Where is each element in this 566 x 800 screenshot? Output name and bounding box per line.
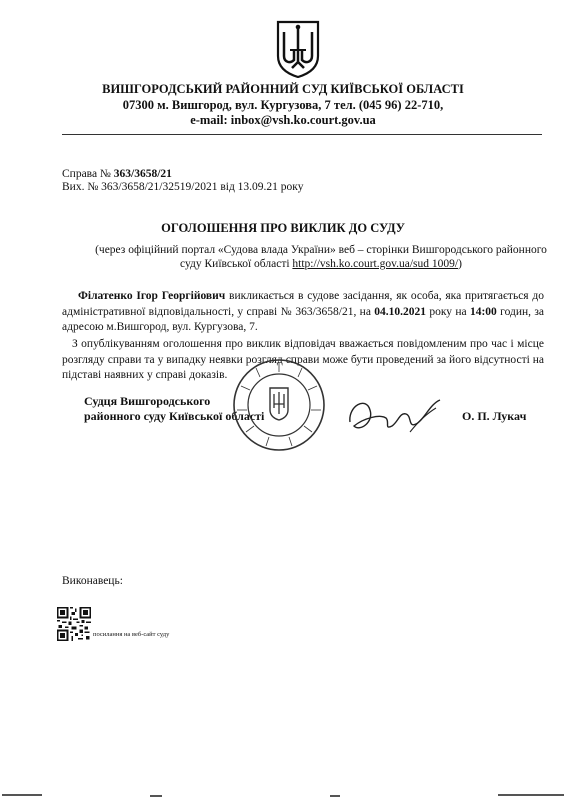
qr-code-icon[interactable] xyxy=(57,607,91,641)
coat-of-arms-icon xyxy=(275,20,321,78)
judge-signature xyxy=(340,392,450,440)
notice-paragraph: З опублікуванням оголошення про виклик відповідач вважається повідомленим про час і місце розгляду справи та у випадку неявки розгляд справи може бути проведений за його відсутності на підставі наявних у справі доказів. xyxy=(62,338,544,381)
summons-paragraph xyxy=(62,289,544,336)
court-seal-stamp xyxy=(232,358,326,452)
subtitle-end: ) xyxy=(458,258,462,270)
subtitle-text: (через офіційний портал «Судова влада України» веб – сторінки Вишгородського районного суду Київської області xyxy=(95,244,547,270)
document-subtitle xyxy=(86,243,556,271)
judge-role-line-1: Судця Вишгородського xyxy=(84,394,211,408)
hearing-time: 14:00 xyxy=(469,305,497,318)
summons-text-3: годин, за адресою м.Вишгород, вул. Кургузова, 7. xyxy=(62,305,545,333)
case-number-line xyxy=(62,167,172,181)
case-number: 363/3658/21 xyxy=(113,168,172,180)
summons-text-2: року на xyxy=(426,305,470,318)
qr-caption: посилання на веб-сайт суду xyxy=(93,631,170,638)
defendant-name: Філатенко Ігор Георгійович xyxy=(78,290,226,302)
summons-text-1: викликається в судове засідання, як особа, яка притягається до адміністративної відповідальності, у справі № 363/3658/21, на xyxy=(62,290,544,318)
case-prefix: Справа № xyxy=(62,168,114,180)
court-name: ВИШГОРОДСЬКИЙ РАЙОННИЙ СУД КИЇВСЬКОЇ ОБЛАСТІ xyxy=(102,82,464,96)
hearing-date: 04.10.2021 xyxy=(374,305,427,318)
outgoing-number: Вих. № 363/3658/21/32519/2021 від 13.09.21 року xyxy=(62,181,304,193)
document-title: ОГОЛОШЕННЯ ПРО ВИКЛИК ДО СУДУ xyxy=(161,221,405,235)
executor-label: Виконавець: xyxy=(62,575,123,587)
judge-name: О. П. Лукач xyxy=(462,409,527,423)
court-website-link[interactable]: http://vsh.ko.court.gov.ua/sud 1009/ xyxy=(292,258,459,270)
scan-edge-marks xyxy=(0,790,566,800)
judge-role-line-2: районного суду Київської області xyxy=(84,409,265,423)
court-address: 07300 м. Вишгород, вул. Кургузова, 7 тел. (045 96) 22-710, xyxy=(122,98,444,112)
court-email: e-mail: inbox@vsh.ko.court.gov.ua xyxy=(190,113,376,127)
header-divider xyxy=(62,134,542,135)
